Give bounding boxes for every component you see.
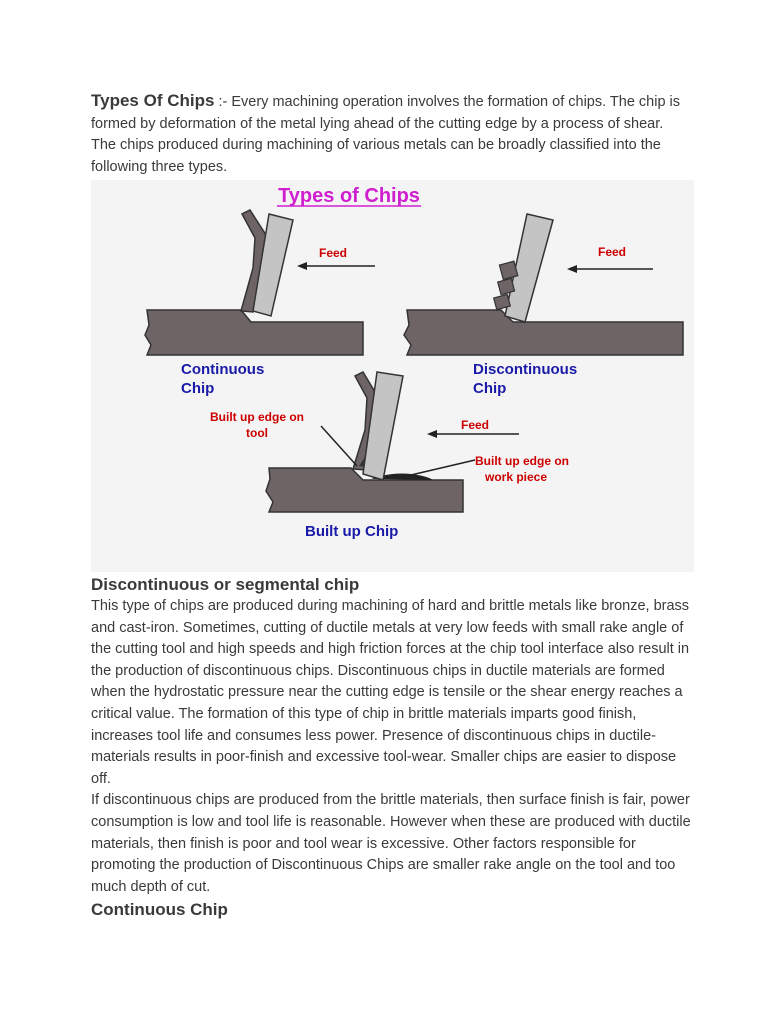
discontinuous-segment-2 <box>498 278 515 294</box>
bue-workpiece-label-line1: Built up edge on <box>475 454 569 468</box>
continuous-feed-arrowhead <box>297 262 307 270</box>
discontinuous-feed-arrowhead <box>567 265 577 273</box>
types-of-chips-figure <box>91 180 694 572</box>
figure-title: Types of Chips <box>278 185 420 207</box>
section-heading-continuous: Continuous Chip <box>91 900 228 920</box>
intro-separator: :- <box>214 94 232 110</box>
document-page <box>91 90 691 921</box>
builtup-feed-arrowhead <box>427 430 437 438</box>
continuous-label-line1: Continuous <box>181 361 265 378</box>
builtup-chip-diagram <box>210 372 569 540</box>
intro-paragraph <box>91 90 691 178</box>
continuous-chip-diagram <box>145 210 375 397</box>
section-discontinuous-para1: This type of chips are produced during machining of hard and brittle metals like bronze, brass and cast-iron. Sometimes, cutting of ductile metals at very low feeds with small rake angle of the cutting tool and high speeds and high friction forces at the chip tool interface also result in the production of discontinuous chips. Discontinuous chips in ductile materials are formed when the hydrostatic pressure near the cutting edge is tensile or the shear energy reaches a critical value. The formation of this type of chip in brittle materials imparts good finish, increases tool life and consumes less power. Presence of discontinuous chips in ductile-materials results in poor-finish and excessive tool-wear. Smaller chips are easier to dispose off. <box>91 598 690 787</box>
discontinuous-segment-3 <box>499 261 517 279</box>
intro-heading: Types Of Chips <box>91 91 215 110</box>
builtup-feed-label: Feed <box>461 418 490 432</box>
bue-tool-label-line2: tool <box>246 426 268 440</box>
section-discontinuous-para2: If discontinuous chips are produced from the brittle materials, then surface finish is fair, power consumption is low and tool life is reasonable. However when these are produced with ductile materials, then finish is poor and tool wear is excessive. Other factors responsible for promoting the production of Discontinuous Chips are smaller rake angle on the tool and too much depth of cut. <box>91 792 691 895</box>
builtup-caption: Built up Chip <box>305 523 399 540</box>
discontinuous-label-line2: Chip <box>473 380 507 397</box>
chips-diagram <box>91 180 694 572</box>
section-heading-discontinuous: Discontinuous or segmental chip <box>91 575 360 594</box>
discontinuous-feed-label: Feed <box>598 245 627 259</box>
continuous-feed-label: Feed <box>319 246 348 260</box>
section-continuous <box>91 899 691 921</box>
continuous-label-line2: Chip <box>181 380 215 397</box>
section-discontinuous <box>91 574 691 898</box>
bue-workpiece-leader <box>411 460 475 475</box>
discontinuous-workpiece <box>404 310 683 355</box>
discontinuous-label-line1: Discontinuous <box>473 361 578 378</box>
bue-tool-leader <box>321 426 357 466</box>
continuous-workpiece <box>145 310 363 355</box>
bue-workpiece-label-line2: work piece <box>485 470 548 484</box>
bue-tool-label-line1: Built up edge on <box>210 410 304 424</box>
intro-text: Every machining operation involves the formation of chips. The chip is formed by deformation of the metal lying ahead of the cutting edge by a process of shear. The chips produced during machining of various metals can be broadly classified into the following three types. <box>91 94 681 175</box>
discontinuous-chip-diagram <box>404 214 683 397</box>
